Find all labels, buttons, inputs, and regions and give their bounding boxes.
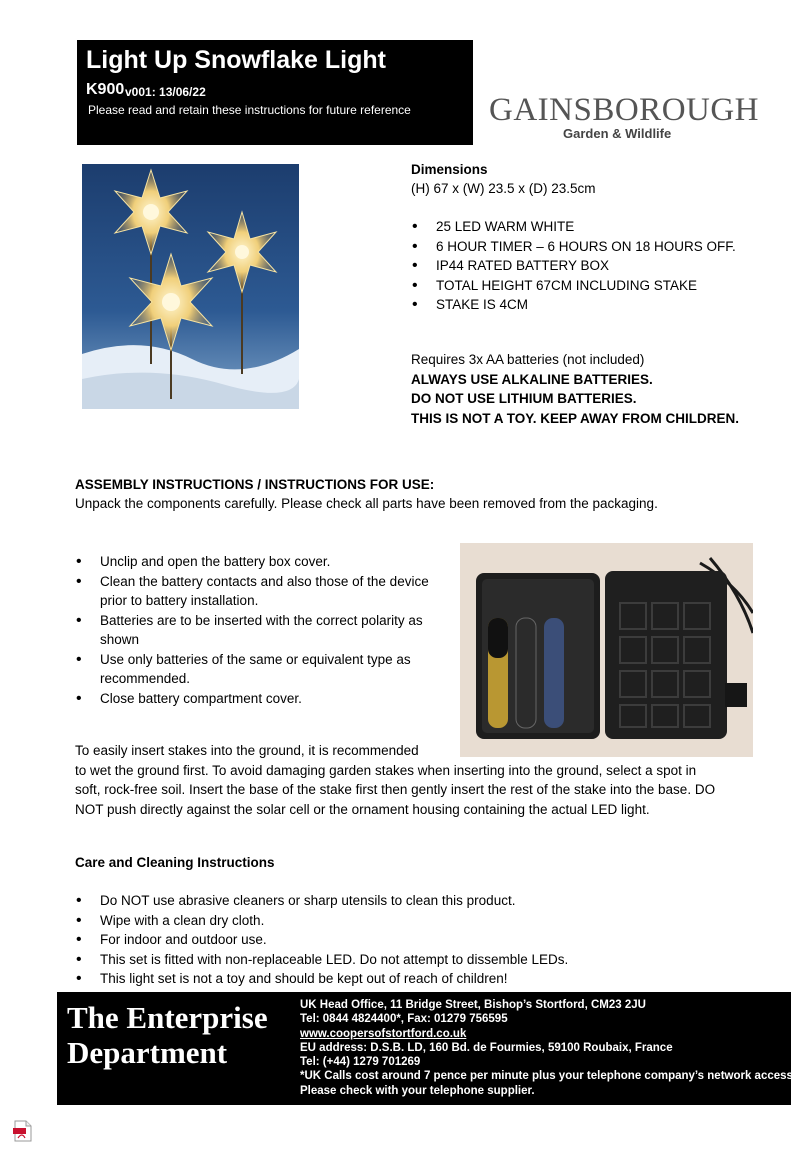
eu-address: EU address: D.S.B. LD, 160 Bd. de Fourmies, 59100 Roubaix, France	[300, 1041, 673, 1054]
snowflake-product-photo	[82, 164, 299, 409]
paragraph-line: soft, rock-free soil. Insert the base of the stake first then gently insert the rest of the stake into the base. DO	[75, 782, 716, 797]
company-footer	[57, 992, 797, 1105]
head-office-address: UK Head Office, 11 Bridge Street, Bishop’s Stortford, CM23 2JU	[300, 999, 646, 1011]
assembly-heading: ASSEMBLY INSTRUCTIONS / INSTRUCTIONS FOR USE:	[75, 477, 435, 492]
care-heading: Care and Cleaning Instructions	[75, 855, 275, 870]
list-item: • This set is fitted with non-replaceable LED. Do not attempt to dissemble LEDs.	[75, 950, 568, 970]
assembly-intro: Unpack the components carefully. Please check all parts have been removed from the packaging.	[75, 496, 658, 511]
features-list	[411, 217, 736, 315]
warning-line: THIS IS NOT A TOY. KEEP AWAY FROM CHILDREN.	[411, 410, 740, 426]
list-item: • Clean the battery contacts and also those of the device prior to battery installation.	[75, 572, 455, 611]
product-code: K900	[86, 81, 125, 98]
list-item: • For indoor and outdoor use.	[75, 930, 568, 950]
warning-line: ALWAYS USE ALKALINE BATTERIES.	[411, 371, 653, 387]
product-title: Light Up Snowflake Light	[86, 46, 386, 74]
version-label: v001: 13/06/22	[125, 85, 206, 99]
website-link[interactable]: www.coopersofstortford.co.uk	[300, 1027, 467, 1040]
logo-name: GAINSBOROUGH	[489, 92, 760, 128]
dimensions-heading: Dimensions	[411, 162, 488, 177]
list-item: • STAKE IS 4CM	[411, 295, 736, 315]
logo-tagline: Garden & Wildlife	[563, 126, 672, 141]
battery-box-photo	[460, 543, 753, 757]
company-name-line: Department	[67, 1035, 228, 1070]
list-item: • TOTAL HEIGHT 67CM INCLUDING STAKE	[411, 276, 736, 296]
company-name	[67, 1000, 268, 1070]
battery-requirement: Requires 3x AA batteries (not included)	[411, 352, 645, 367]
list-item: • Close battery compartment cover.	[75, 689, 455, 709]
paragraph-line: To easily insert stakes into the ground, it is recommended	[75, 743, 419, 758]
contact-info	[300, 998, 796, 1098]
paragraph-line: NOT push directly against the solar cell or the ornament housing containing the actual LED light.	[75, 801, 650, 817]
list-item: • 6 HOUR TIMER – 6 HOURS ON 18 HOURS OFF.	[411, 237, 736, 257]
list-item: • 25 LED WARM WHITE	[411, 217, 736, 237]
stake-instructions	[75, 741, 755, 819]
supplier-note: Please check with your telephone supplier.	[300, 1084, 535, 1097]
battery-steps-list	[75, 552, 455, 708]
document-header	[77, 40, 473, 145]
pdf-file-icon	[13, 1120, 33, 1142]
paragraph-line: to wet the ground first. To avoid damaging garden stakes when inserting into the ground, select a spot in	[75, 762, 697, 778]
warning-line: DO NOT USE LITHIUM BATTERIES.	[411, 391, 637, 406]
list-item: • Unclip and open the battery box cover.	[75, 552, 455, 572]
list-item: • IP44 RATED BATTERY BOX	[411, 256, 736, 276]
care-list	[75, 891, 568, 989]
call-cost-note: *UK Calls cost around 7 pence per minute plus your telephone company’s network access.	[300, 1070, 797, 1083]
company-name-line: The Enterprise	[67, 1000, 268, 1035]
list-item: • Do NOT use abrasive cleaners or sharp utensils to clean this product.	[75, 891, 568, 911]
list-item: • Use only batteries of the same or equivalent type as recommended.	[75, 650, 455, 689]
eu-phone: Tel: (+44) 1279 701269	[300, 1056, 421, 1069]
phone-fax: Tel: 0844 4824400*, Fax: 01279 756595	[300, 1013, 508, 1026]
brand-logo	[489, 92, 759, 142]
list-item: • Batteries are to be inserted with the correct polarity as shown	[75, 611, 455, 650]
retain-note: Please read and retain these instructions for future reference	[88, 103, 411, 117]
battery-info	[411, 350, 739, 428]
dimensions-value: (H) 67 x (W) 23.5 x (D) 23.5cm	[411, 181, 596, 196]
list-item: • Wipe with a clean dry cloth.	[75, 911, 568, 931]
list-item: • This light set is not a toy and should be kept out of reach of children!	[75, 969, 568, 989]
